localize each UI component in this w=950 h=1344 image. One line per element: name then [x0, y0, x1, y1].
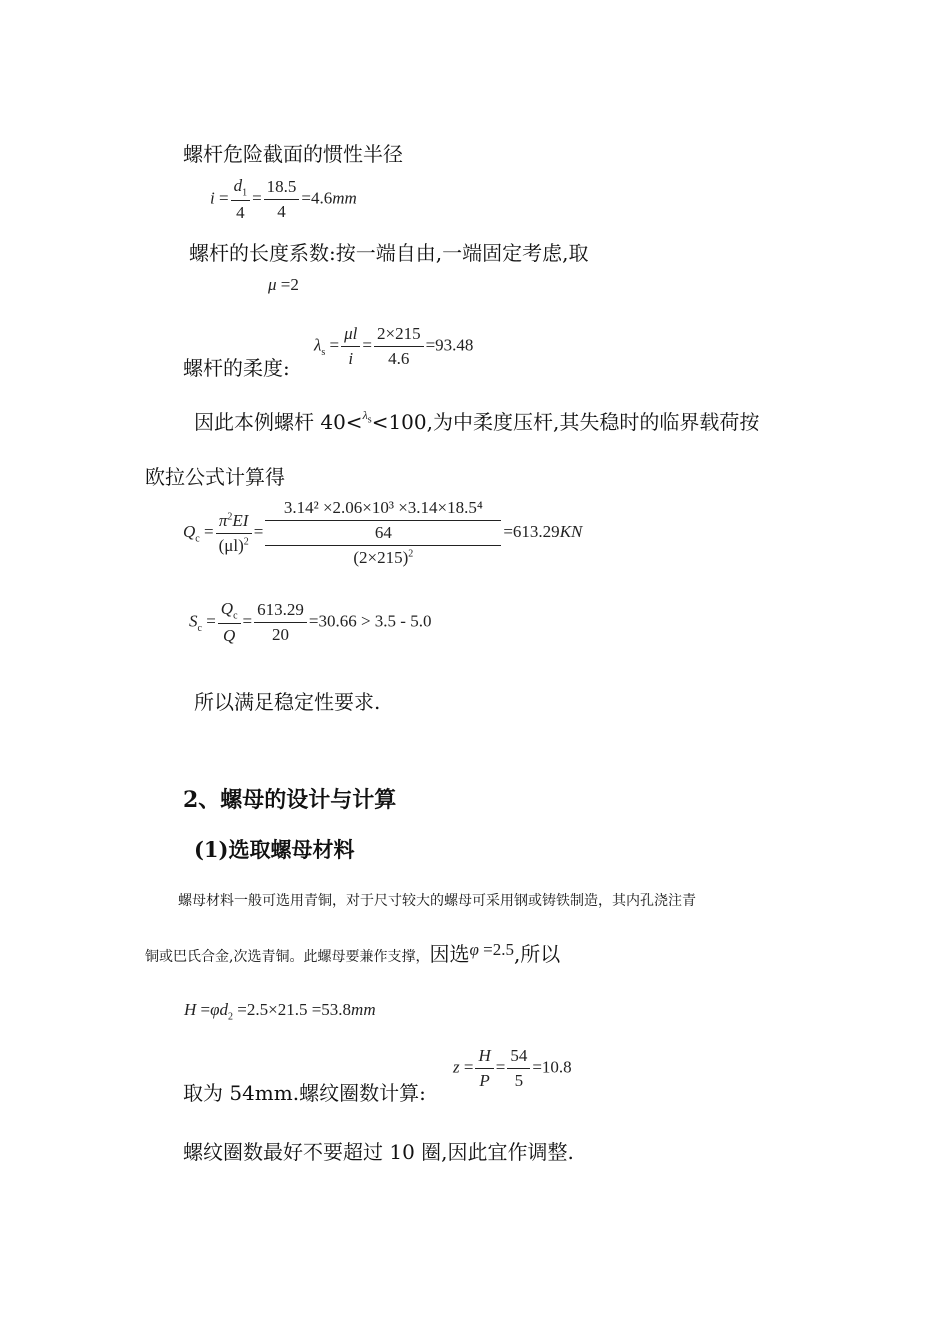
subsection-heading: (1)选取螺母材料: [194, 837, 355, 862]
stability-conclusion-text: 所以满足稳定性要求.: [194, 690, 381, 714]
nut-height-formula: $H =\varphi d_2 =2.5\times 21.5 =53.8mm$: [184, 1000, 376, 1023]
nut-material-line-1: 螺母材料一般可选用青铜，对于尺寸较大的螺母可采用钢或铸铁制造，其内孔浇注青: [178, 893, 696, 909]
thread-turns-limit-text: 螺纹圈数最好不要超过 10 圈,因此宜作调整.: [183, 1140, 574, 1164]
nut-material-line-2: 铜或巴氏合金,次选青铜。此螺母要兼作支撑，因选φ =2.5,所以: [145, 940, 561, 966]
slenderness-text: 螺杆的柔度:: [183, 356, 290, 380]
thread-turns-text: 取为 54mm.螺纹圈数计算:: [183, 1081, 426, 1105]
therefore-text: 因此本例螺杆 40<$^{\lambda_s}$<100,为中柔度压杆,其失稳时的临界载荷按: [194, 408, 760, 434]
length-coefficient-text: 螺杆的长度系数:按一端自由,一端固定考虑,取: [189, 241, 589, 265]
section-heading: 2、螺母的设计与计算: [183, 787, 397, 813]
phi-formula: φ =2.5: [469, 940, 514, 959]
inertia-formula: i = $\frac{d_1}{4}$ = $\frac{18.5}{4}$ =4.6mm: [210, 176, 357, 223]
slenderness-formula: $\lambda_s$ = $\frac{\mu l}{i}$ = $\frac{2\times 215}{4.6}$ =93.48: [314, 324, 474, 368]
thread-turns-formula: z = $\frac{H}{P}$ = $\frac{54}{5}$ =10.8: [453, 1046, 572, 1090]
mu-formula: μ =2: [268, 275, 299, 294]
inertia-radius-text: 螺杆危险截面的惯性半径: [183, 142, 403, 166]
lambda-symbol-inline: λs: [362, 408, 372, 426]
euler-text: 欧拉公式计算得: [145, 465, 285, 489]
critical-load-formula: $Q_c$ = $\frac{\pi^2EI}{(\mu l)^2}$ = 3.14² ×2.06×10³ ×3.14×18.5⁴ 64 $(2\times 215)^2$ =613.29KN: [183, 498, 583, 567]
safety-factor-formula: $S_c$ = $\frac{Q_c}{Q}$ = $\frac{613.29}{20}$ =30.66 > 3.5 - 5.0: [189, 599, 432, 646]
